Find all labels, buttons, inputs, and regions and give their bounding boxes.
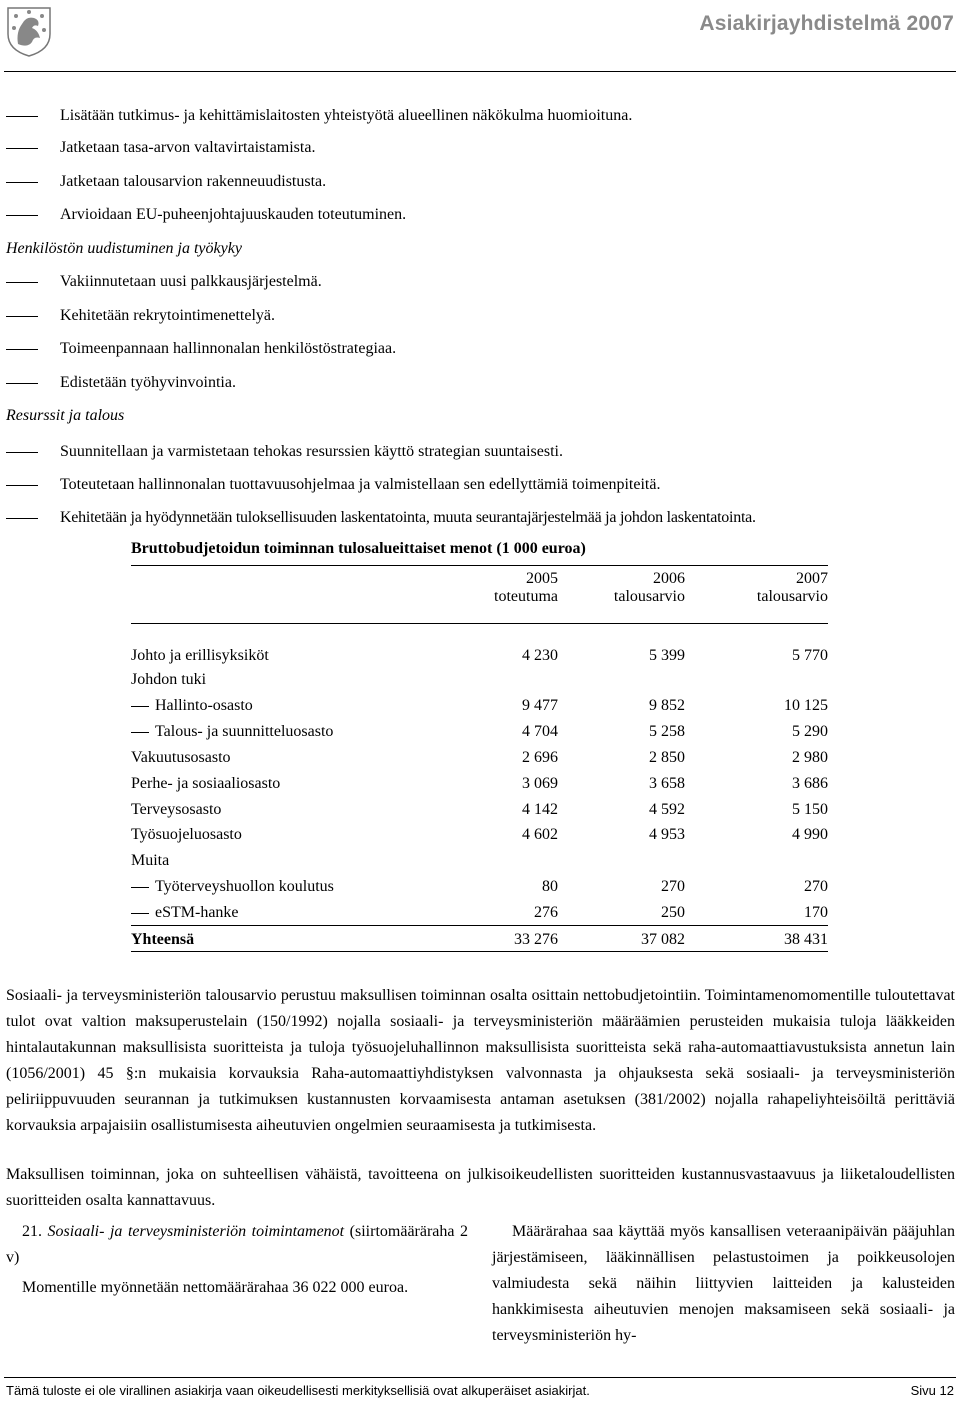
dash-marker	[6, 349, 38, 350]
bullet-item: Toteutetaan hallinnonalan tuottavuusohjelmaa ja valmistellaan sen edellyttämiä toimenpiteitä.	[6, 474, 660, 496]
bullet-item: Suunnitellaan ja varmistetaan tehokas resurssien käyttö strategian suuntaisesti.	[6, 441, 563, 463]
moment-text: Momentille myönnetään nettomäärärahaa 36 022 000 euroa.	[22, 1279, 409, 1296]
table-row: Johto ja erillisyksiköt 4 230 5 399 5 770	[131, 647, 828, 664]
table-rule-header	[131, 623, 828, 624]
table-total-row: Yhteensä 33 276 37 082 38 431	[131, 931, 828, 948]
section-heading-resurssit: Resurssit ja talous	[6, 407, 125, 424]
table-row: Perhe- ja sosiaaliosasto 3 069 3 658 3 686	[131, 775, 828, 792]
column-header-2006: 2006 talousarvio	[613, 570, 685, 605]
paragraph-maksullinen-toiminta: Maksullisen toiminnan, joka on suhteellisen vähäistä, tavoitteena on julkisoikeudellisten suoritteiden kustannusvastaavuus ja liiketaloudellisten suoritteiden osalta kannattavuus.	[6, 1166, 955, 1209]
dash-marker	[6, 215, 38, 216]
column-header-2007: 2007 talousarvio	[756, 570, 828, 605]
footer-note: Tämä tuloste ei ole virallinen asiakirja vaan oikeudellisesti merkityksellisiä ovat alkuperäiset asiakirjat.	[6, 1383, 590, 1398]
bullet-item: Lisätään tutkimus- ja kehittämislaitosten yhteistyötä alueellinen näkökulma huomioituna.	[6, 105, 632, 127]
table-row: Työterveyshuollon koulutus 80 270 270	[131, 876, 828, 898]
bullet-item: Kehitetään ja hyödynnetään tuloksellisuuden laskentatointa, muuta seurantajärjestelmää ja johdon laskentatointa.	[6, 507, 756, 529]
dash-marker	[6, 282, 38, 283]
dash-marker	[6, 452, 38, 453]
table-row: Muita	[131, 852, 170, 869]
bullet-item: Jatketaan talousarvion rakenneuudistusta.	[6, 171, 326, 193]
bullet-item: Kehitetään rekrytointimenettelyä.	[6, 305, 275, 327]
bullet-item: Toimeenpannaan hallinnonalan henkilöstöstrategiaa.	[6, 338, 396, 360]
dash-marker	[131, 887, 149, 888]
dash-marker	[131, 706, 149, 707]
dash-marker	[6, 148, 38, 149]
bullet-item: Edistetään työhyvinvointia.	[6, 372, 236, 394]
dash-marker	[6, 518, 38, 519]
table-row: eSTM-hanke 276 250 170	[131, 902, 828, 924]
table-row: Hallinto-osasto 9 477 9 852 10 125	[131, 695, 828, 717]
dash-marker	[6, 116, 38, 117]
column-header-2005: 2005 toteutuma	[494, 570, 558, 605]
table-row: Terveysosasto 4 142 4 592 5 150	[131, 801, 828, 818]
table-rule-bottom	[131, 951, 828, 952]
table-row: Vakuutusosasto 2 696 2 850 2 980	[131, 749, 828, 766]
moment-heading: 21. Sosiaali- ja terveysministeriön toimintamenot (siirtomääräraha 2 v)	[6, 1223, 469, 1266]
table-title: Bruttobudjetoidun toiminnan tulosalueittaiset menot (1 000 euroa)	[131, 540, 586, 557]
section-heading-henkilosto: Henkilöstön uudistuminen ja työkyky	[6, 240, 242, 257]
document-title: Asiakirjayhdistelmä 2007	[699, 12, 954, 35]
dash-marker	[6, 485, 38, 486]
dash-marker	[6, 182, 38, 183]
bullet-item: Arvioidaan EU-puheenjohtajuuskauden toteutuminen.	[6, 204, 406, 226]
dash-marker	[131, 913, 149, 914]
paragraph-maararaha-kaytto: Määrärahaa saa käyttää myös kansallisen veteraanipäivän pääjuhlan järjestämiseen, lääkinnällisen pelastustoimen ja poikkeusolojen valmiudesta sekä näihin liittyvien laitteiden ja kalusteiden hankkimisesta aiheutuvien menojen maksamiseen sekä sosiaali- ja terveysministeriön hy-	[492, 1223, 955, 1344]
lion-crest-logo	[4, 4, 54, 58]
table-rule-top	[131, 565, 828, 566]
footer	[6, 1383, 954, 1398]
header-divider	[4, 71, 956, 72]
table-row: Talous- ja suunnitteluosasto 4 704 5 258 5 290	[131, 721, 828, 743]
page-number: Sivu 12	[910, 1383, 954, 1398]
table-row: Johdon tuki	[131, 671, 207, 688]
dash-marker	[131, 732, 149, 733]
footer-divider	[4, 1377, 956, 1378]
paragraph-nettobudjetointi: Sosiaali- ja terveysministeriön talousarvio perustuu maksullisen toiminnan osalta osittain nettobudjetointiin. Toimintamenomomentille tuloutettavat tulot ovat valtion maksuperustelain (150/1992) nojalla sosiaali- ja terveysministeriön määräämien perusteiden mukaisia tuloja lääkkeiden hintalautakunnan maksullisista suoritteista ja tuloja työsuojeluhallinnon maksullisista suoritteista sekä raha-automaattiavustuksista annetun lain (1056/2001) 45 §:n mukaisia korvauksia Raha-automaattiyhdistyksen valvonnasta ja ohjauksesta sekä sosiaali- ja terveysministeriön peliriippuvuuden seurannan ja tutkimuksen kustannusten korvaamisesta antaman asetuksen (381/2002) nojalla rahapeliyhteisöiltä perittäviä korvauksia arpajaisiin osallistumisesta aiheutuvien ongelmien seuraamisesta ja tutkimisesta.	[6, 987, 955, 1134]
table-rule-total	[131, 925, 828, 926]
bullet-item: Vakiinnutetaan uusi palkkausjärjestelmä.	[6, 271, 322, 293]
table-row: Työsuojeluosasto 4 602 4 953 4 990	[131, 826, 828, 843]
dash-marker	[6, 316, 38, 317]
bullet-item: Jatketaan tasa-arvon valtavirtaistamista.	[6, 137, 315, 159]
dash-marker	[6, 383, 38, 384]
